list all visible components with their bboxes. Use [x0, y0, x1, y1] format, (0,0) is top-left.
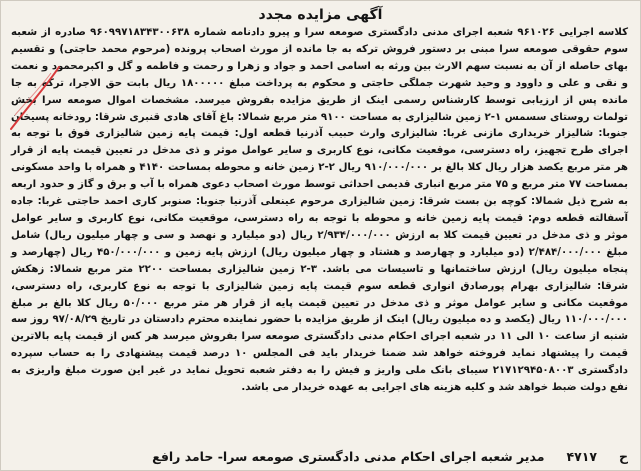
notice-footer — [1, 449, 640, 464]
footer-signature: مدیر شعبه اجرای احکام مدنی دادگستری صومعه سرا- حامد رافع — [152, 449, 545, 464]
notice-title: آگهی مزایده مجدد — [258, 7, 383, 23]
footer-code: ۴۷۱۷ — [566, 449, 597, 464]
notice-body: کلاسه اجرایی ۹۶۱۰۲۶ شعبه اجرای مدنی دادگستری صومعه سرا و پیرو دادنامه شماره ۹۶۰۹۹۷۱۸۳۴۳۰۰۶۳۸ صادره از شعبه سوم حقوقی صومعه سرا مبنی بر دستور فروش ترکه به جا مانده از مورث اصحاب پرونده (مرحوم محمد حاجتی) و تقسیم بهای حاصله از آن به نسبت سهم الارث بین ورثه به اسامی احمد و جواد و زهرا و رحمت و فاطمه و گل و اکبرمحمود و نعمت و نقی و علی و داوود و وحید شهرت جملگی حاجتی و محکوم به پرداخت مبلغ ۱۸۰۰۰۰۰ ریال بابت حق الاجرا، ترکه به جا مانده پس از ارزیابی توسط کارشناس رسمی اینک از طریق مزایده بفروش میرسد. مشخصات اموال صومعه سرا بخش تولمات روستای سسمس ۱-۲ زمین شالیزاری به مساحت ۹۱۰۰ متر مربع شمالا: باغ آقای هادی قنبری شرقا: رودخانه پسیخان جنوبا: شالیزار خریداری مازنی غربا: شالیزاری وارث حبیب آذرنیا قطعه اول: قیمت پایه زمین شالیزاری فوق با توجه به اجرای طرح تجهیز، راه دسترسی، موقعیت مکانی، نوع کاربری و سایر عوامل موثر و ذی مدخل در تعیین قیمت پایه از قرار هر متر مربع یکصد هزار ریال کلا بالغ بر ۹۱۰/۰۰۰/۰۰۰ ریال ۲-۲ زمین خانه و محوطه بمساحت ۴۱۴۰ و همراه با واحد مسکونی بمساحت ۷۷ متر مربع و ۷۵ متر مربع انباری قدیمی احداثی توسط مورث اصحاب دعوی همراه با آب و برق و گاز و حدود اربعه به شرح ذیل شمالا: کوچه بن بست شرقا: زمین شالیزاری مرحوم عینعلی آذرنیا جنوبا: صنوبر کاری احمد حاجتی غربا: جاده آسفالته قطعه دوم: قیمت پایه زمین خانه و محوطه با توجه به راه دسترسی، موقعیت مکانی، نوع کاربری و سایر عوامل موثر و ذی مدخل در تعیین قیمت کلا به ارزش ۲/۹۳۴/۰۰۰/۰۰۰ ریال (دو میلیارد و نهصد و سی و چهار میلیون ریال) شامل مبلغ ۲/۴۸۴/۰۰۰/۰۰۰ (دو میلیارد و چهارصد و هشتاد و چهار میلیون ریال) ارزش پایه زمین و ۴۵۰/۰۰۰/۰۰۰ ریال (چهارصد و پنجاه میلیون ریال) ارزش ساختمانها و تاسیسات می باشد. ۳-۲ زمین شالیزاری بمساحت ۲۲۰۰ متر مربع شمالا: زهکش شرقا: شالیزاری بهرام پورصادق انواری قطعه سوم قیمت پایه زمین شالیزاری با توجه به نوع کاربری، راه دسترسی، موقعیت مکانی و سایر عوامل موثر و ذی مدخل در تعیین قیمت پایه از قرار هر متر مربع ۵۰/۰۰۰ ریال کلا بالغ بر مبلغ ۱۱۰/۰۰۰/۰۰۰ ریال (یکصد و ده میلیون ریال) اینک از طریق مزایده با حضور نماینده محترم دادستان در تاریخ ۹۷/۰۸/۲۹ روز سه شنبه از ساعت ۱۰ الی ۱۱ در شعبه اجرای احکام مدنی دادگستری صومعه سرا بفروش میرسد هر کس از قیمت پایه بالاترین قیمت را پیشنهاد نماید فروخته خواهد شد ضمنا خریدار باید فی المجلس ۱۰ درصد قیمت پیشنهادی را به حساب سپرده دادگستری ۲۱۷۱۲۹۴۵۰۸۰۰۳ سیبای بانک ملی واریز و فیش را به دفتر شعبه تحویل نماید در غیر این صورت مبلغ واریزی به نفع دولت ضبط خواهد شد و کلیه هزینه های اجرایی به عهده خریدار می باشد. — [11, 27, 629, 394]
red-pen-mark-icon — [7, 63, 65, 133]
footer-prefix: ح — [618, 449, 628, 464]
